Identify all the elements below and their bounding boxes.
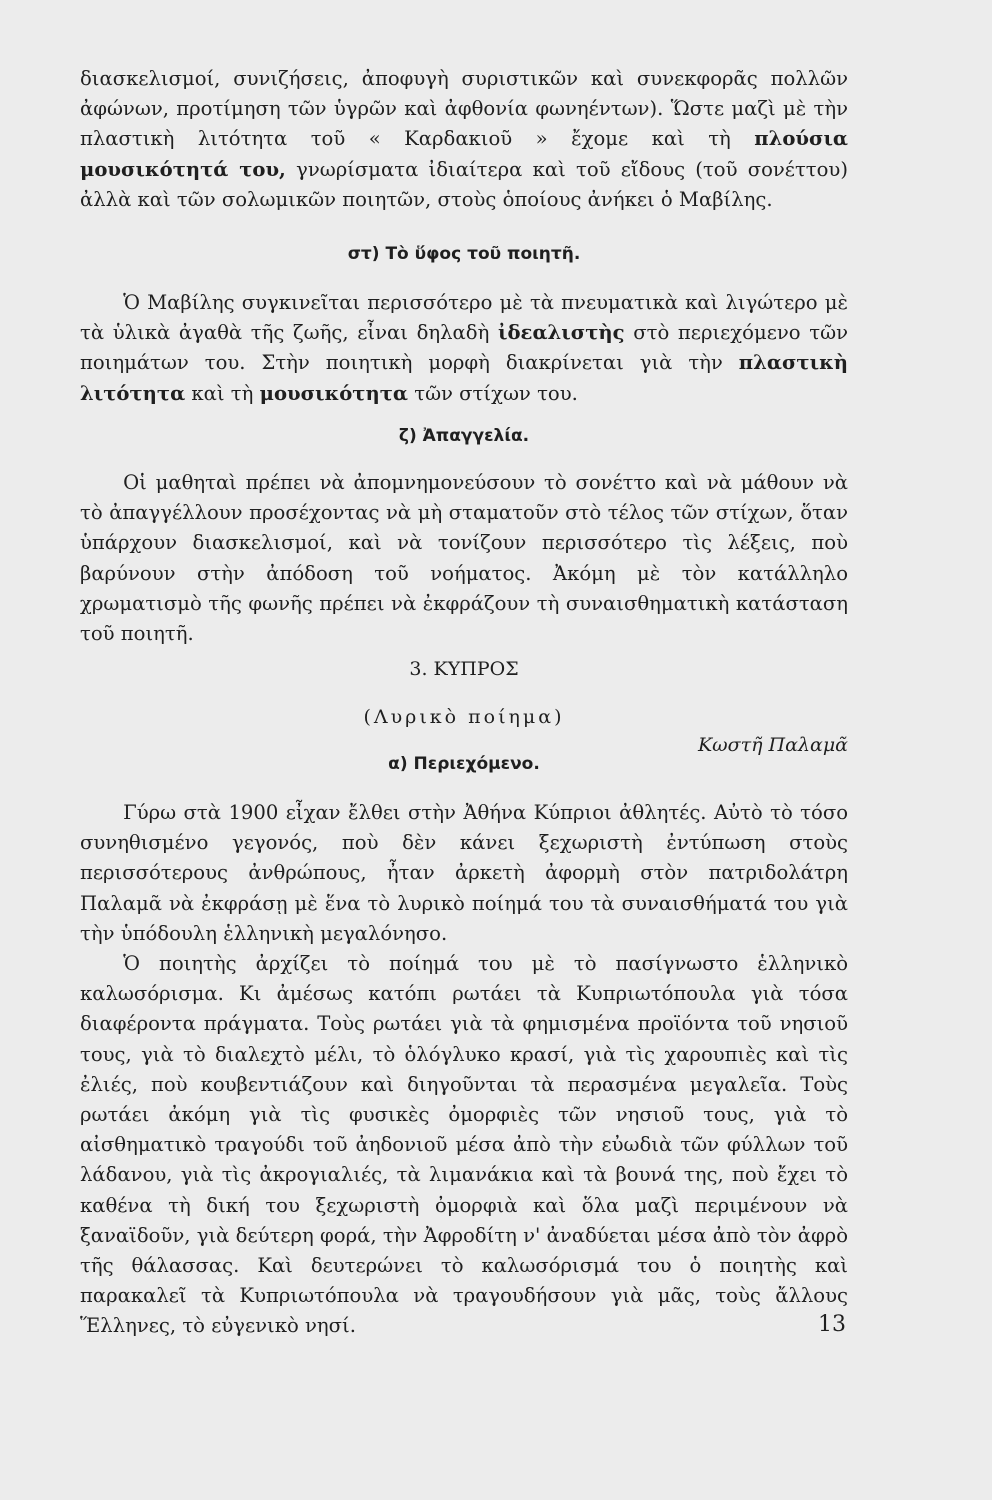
style-text-4: τῶν στίχων του. xyxy=(408,381,578,405)
section-heading-recitation: ζ) Ἀπαγγελία. xyxy=(398,426,530,446)
paragraph-style xyxy=(80,288,848,409)
author-name: Κωστῆ Παλαμᾶ xyxy=(697,734,848,756)
style-bold-plastic: πλαστικὴ λιτότητα xyxy=(80,351,848,405)
intro-text-1: διασκελισμοί, συνιζήσεις, ἀποφυγὴ συριστικῶν καὶ συνεκφορᾶς πολλῶν ἀφώνων, προτίμηση τῶν ὑγρῶν καὶ ἀφθονία φωνηέντων). Ὥστε μαζὶ μὲ τὴν πλαστικὴ λιτότητα τοῦ « Καρδακιοῦ » ἔχομε καὶ τὴ xyxy=(80,67,848,151)
paragraph-recitation xyxy=(80,468,848,649)
chapter-subtitle: (Λυρικὸ ποίημα) xyxy=(363,706,565,728)
section-heading-content: α) Περιεχόμενο. xyxy=(388,754,540,774)
intro-text-2: γνωρίσματα ἰδιαίτερα καὶ τοῦ εἴδους (τοῦ σονέττου) ἀλλὰ καὶ τῶν σολωμικῶν ποιητῶν, στοὺς ὁποίους ἀνήκει ὁ Μαβίλης. xyxy=(80,157,848,211)
style-text-1: Ὁ Μαβίλης συγκινεῖται περισσότερο μὲ τὰ πνευματικὰ καὶ λιγώτερο μὲ τὰ ὑλικὰ ἀγαθὰ τῆς ζωῆς, εἶναι δηλαδὴ xyxy=(80,291,848,345)
style-bold-idealist: ἰδεαλιστὴς xyxy=(497,321,625,345)
recitation-text: Οἱ μαθηταὶ πρέπει νὰ ἀπομνημονεύσουν τὸ σονέττο καὶ νὰ μάθουν νὰ τὸ ἀπαγγέλλουν προσέχοντας νὰ μὴ σταματοῦν στὸ τέλος τῶν στίχων, ὅταν ὑπάρχουν διασκελισμοί, καὶ νὰ τονίζουν περισσότερο τὶς λέξεις, ποὺ βαρύνουν στὴν ἀπόδοση τοῦ νοήματος. Ἀκόμη μὲ τὸν κατάλληλο χρωματισμὸ τῆς φωνῆς πρέπει νὰ ἐκφράζουν τὴ συναισθηματικὴ κατάσταση τοῦ ποιητῆ. xyxy=(80,471,848,646)
intro-bold-musicality: πλούσια μουσικότητά του, xyxy=(80,127,848,181)
style-text-3: καὶ τὴ xyxy=(185,381,260,405)
style-text-2: στὸ περιεχόμενο τῶν ποιημάτων του. Στὴν ποιητικὴ μορφὴ διακρίνεται γιὰ τὴν xyxy=(80,321,848,375)
chapter-title: 3. ΚΥΠΡΟΣ xyxy=(409,658,519,680)
paragraph-intro xyxy=(80,64,848,215)
section-heading-style: στ) Τὸ ὕφος τοῦ ποιητῆ. xyxy=(347,244,581,264)
style-bold-musicality: μουσικότητα xyxy=(259,381,408,405)
content-text-1: Γύρω στὰ 1900 εἶχαν ἔλθει στὴν Ἀθήνα Κύπριοι ἀθλητές. Αὐτὸ τὸ τόσο συνηθισμένο γεγονός, ποὺ δὲν κάνει ξεχωριστὴ ἐντύπωση στοὺς περισσότερους ἀνθρώπους, ἦταν ἀρκετὴ ἀφορμὴ στὸν πατριδολάτρη Παλαμᾶ νὰ ἐκφράσῃ μὲ ἕνα τὸ λυρικὸ ποίημά του τὰ συναισθήματά του γιὰ τὴν ὑπόδουλη ἑλληνικὴ μεγαλόνησο. xyxy=(80,801,848,945)
page-number: 13 xyxy=(818,1312,846,1337)
paragraph-content xyxy=(80,798,848,1342)
content-text-2: Ὁ ποιητὴς ἀρχίζει τὸ ποίημά του μὲ τὸ πασίγνωστο ἑλληνικὸ καλωσόρισμα. Κι ἀμέσως κατόπι ρωτάει τὰ Κυπριωτόπουλα γιὰ τόσα διαφέροντα πράγματα. Τοὺς ρωτάει γιὰ τὰ φημισμένα προϊόντα τοῦ νησιοῦ τους, γιὰ τὸ διαλεχτὸ μέλι, τὸ ὁλόγλυκο κρασί, γιὰ τὶς χαρουπιὲς καὶ τὶς ἐλιές, ποὺ κουβεντιάζουν καὶ διηγοῦνται τὰ περασμένα μεγαλεῖα. Τοὺς ρωτάει ἀκόμη γιὰ τὶς φυσικὲς ὀμορφιὲς τῶν νησιοῦ τους, γιὰ τὸ αἰσθηματικὸ τραγούδι τοῦ ἀηδονιοῦ μέσα ἀπὸ τὴν εὐωδιὰ τῶν φύλλων τοῦ λάδανου, γιὰ τὶς ἀκρογιαλιές, τὰ λιμανάκια καὶ τὰ βουνά της, ποὺ ἔχει τὸ καθένα τὴ δική του ξεχωριστὴ ὀμορφιὰ καὶ ὅλα μαζὶ περιμένουν νὰ ξαναϊδοῦν, γιὰ δεύτερη φορά, τὴν Ἀφροδίτη ν' ἀναδύεται μέσα ἀπὸ τὸν ἀφρὸ τῆς θάλασσας. Καὶ δευτερώνει τὸ καλωσόρισμά του ὁ ποιητὴς καὶ παρακαλεῖ τὰ Κυπριωτόπουλα νὰ τραγουδήσουν γιὰ μᾶς, τοὺς ἄλλους Ἕλληνες, τὸ εὐγενικὸ νησί. xyxy=(80,952,848,1338)
